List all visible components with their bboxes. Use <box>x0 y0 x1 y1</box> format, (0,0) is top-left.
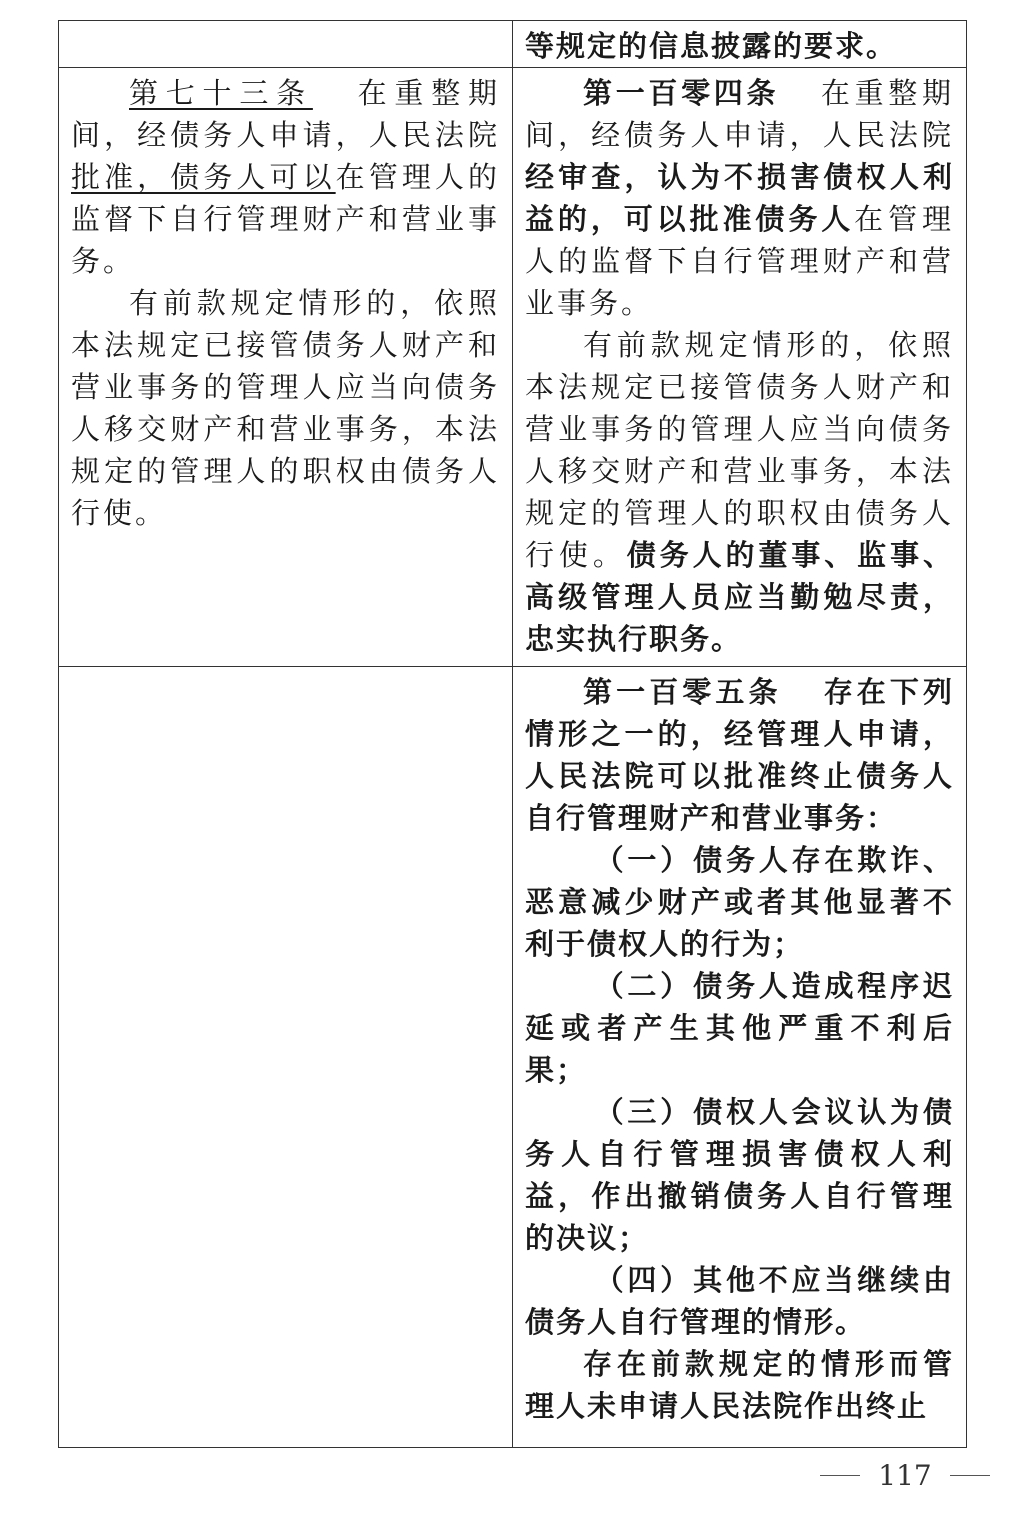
page-number: 117 <box>878 1458 932 1492</box>
old-law-cell <box>59 68 513 667</box>
new-law-cell <box>513 667 967 1448</box>
new-law-cell <box>513 21 967 68</box>
continued-text: 等规定的信息披露的要求。 <box>525 29 898 63</box>
article-paragraph <box>525 671 954 839</box>
article-number: 第一百零四条 <box>583 76 780 110</box>
list-item: （二）债务人造成程序迟延或者产生其他严重不利后果； <box>525 969 954 1087</box>
article-paragraph <box>525 324 954 660</box>
table-row <box>59 68 967 667</box>
old-law-cell <box>59 21 513 68</box>
old-law-cell <box>59 667 513 1448</box>
article-text: 在管理人的监督下自行管理财产和营业事务。 <box>525 202 954 320</box>
article-number: 第一百零五条 <box>583 675 782 709</box>
underlined-text: 批准，债务人可以 <box>71 160 336 194</box>
article-text: 存在下列情形之一的，经管理人申请，人民法院可以批准终止债务人自行管理财产和营业事务： <box>525 675 954 835</box>
article-number: 第七十三条 <box>129 76 313 110</box>
article-paragraph <box>525 72 954 324</box>
list-item: （三）债权人会议认为债务人自行管理损害债权人利益，作出撤销债务人自行管理的决议； <box>525 1095 954 1255</box>
table-row <box>59 21 967 68</box>
article-text: 在重整期间，经债务人申请，人民法院 <box>525 76 954 152</box>
right-dash <box>950 1475 990 1476</box>
comparison-table <box>58 20 967 1448</box>
article-paragraph: 有前款规定情形的，依照本法规定已接管债务人财产和营业事务的管理人应当向债务人移交财产和营业事务，本法规定的管理人的职权由债务人行使。 <box>71 286 500 530</box>
added-text: 债务人的董事、监事、高级管理人员应当勤勉尽责，忠实执行职务。 <box>525 538 954 656</box>
article-paragraph <box>71 72 500 282</box>
left-dash <box>820 1475 860 1476</box>
table-row <box>59 667 967 1448</box>
list-item: （四）其他不应当继续由债务人自行管理的情形。 <box>525 1263 954 1339</box>
page-footer <box>820 1455 990 1495</box>
article-text: 有前款规定情形的，依照本法规定已接管债务人财产和营业事务的管理人应当向债务人移交财产和营业事务，本法规定的管理人的职权由债务人行使。 <box>525 328 954 572</box>
new-law-cell <box>513 68 967 667</box>
article-text: 在管理人的监督下自行管理财产和营业事务。 <box>71 160 500 278</box>
article-paragraph: 存在前款规定的情形而管理人未申请人民法院作出终止 <box>525 1347 954 1423</box>
list-item: （一）债务人存在欺诈、恶意减少财产或者其他显著不利于债权人的行为； <box>525 843 954 961</box>
added-text: 经审查，认为不损害债权人利益的，可以批准债务人 <box>525 160 954 236</box>
article-text: 在重整期间，经债务人申请，人民法院 <box>71 76 500 152</box>
